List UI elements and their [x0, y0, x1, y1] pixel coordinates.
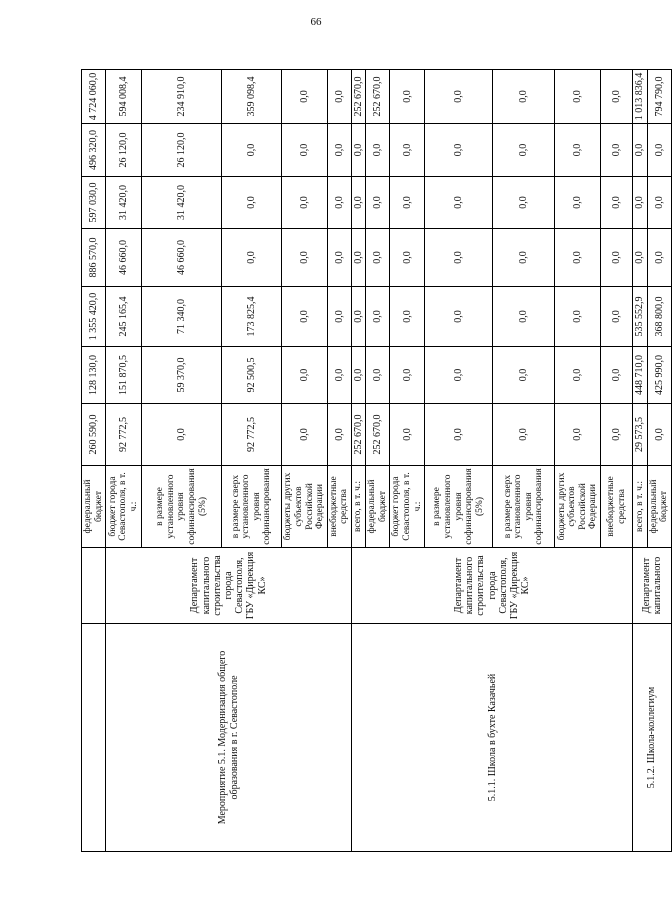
value-cell: 0,0: [493, 347, 555, 404]
value-cell: 0,0: [425, 70, 493, 124]
value-cell: 0,0: [647, 124, 671, 177]
value-cell: 0,0: [425, 177, 493, 229]
value-cell: 0,0: [366, 124, 390, 177]
value-cell: 594 008,4: [106, 70, 142, 124]
source-cell: в размере сверх установленного уровня софинансирования: [493, 466, 555, 548]
value-cell: 252 670,0: [352, 70, 366, 124]
value-cell: 0,0: [390, 229, 425, 287]
source-cell: в размере установленного уровня софинансирования (5%): [425, 466, 493, 548]
value-cell: 252 670,0: [366, 404, 390, 466]
source-cell: внебюджетные средства: [327, 466, 351, 548]
value-cell: 0,0: [425, 287, 493, 347]
value-cell: 0,0: [555, 124, 601, 177]
executor-cell: Департамент капитального строительства города Севастополя, ГБУ «Дирекция КС»: [106, 548, 352, 624]
value-cell: 1 355 420,0: [82, 287, 106, 347]
value-cell: 0,0: [327, 347, 351, 404]
table-row: [352, 70, 366, 852]
value-cell: 0,0: [327, 124, 351, 177]
value-cell: 0,0: [647, 177, 671, 229]
value-cell: 234 910,0: [142, 70, 222, 124]
value-cell: 0,0: [633, 229, 647, 287]
value-cell: 31 420,0: [142, 177, 222, 229]
value-cell: 0,0: [352, 229, 366, 287]
value-cell: 0,0: [493, 177, 555, 229]
value-cell: 0,0: [601, 347, 633, 404]
rotated-table-wrapper: [81, 70, 670, 852]
table-body: [82, 70, 672, 852]
value-cell: 0,0: [366, 287, 390, 347]
value-cell: 368 800,0: [647, 287, 671, 347]
source-cell: бюджет города Севастополя, в т. ч.:: [106, 466, 142, 548]
value-cell: 0,0: [425, 124, 493, 177]
row-label-cell: [82, 624, 106, 852]
value-cell: 0,0: [390, 347, 425, 404]
value-cell: 4 724 060,0: [82, 70, 106, 124]
value-cell: 0,0: [282, 404, 328, 466]
source-cell: бюджеты других субъектов Российской Федерации: [555, 466, 601, 548]
value-cell: 0,0: [647, 404, 671, 466]
value-cell: 0,0: [601, 229, 633, 287]
value-cell: 0,0: [390, 404, 425, 466]
value-cell: 46 660,0: [142, 229, 222, 287]
value-cell: 0,0: [555, 404, 601, 466]
value-cell: 0,0: [366, 229, 390, 287]
value-cell: 0,0: [493, 229, 555, 287]
row-label-cell: 5.1.1. Школа в бухте Казачьей: [352, 624, 633, 852]
value-cell: 252 670,0: [352, 404, 366, 466]
value-cell: 535 552,9: [633, 287, 647, 347]
source-cell: всего, в т. ч.:: [633, 466, 647, 548]
value-cell: 496 320,0: [82, 124, 106, 177]
value-cell: 0,0: [366, 347, 390, 404]
value-cell: 252 670,0: [366, 70, 390, 124]
value-cell: 0,0: [282, 177, 328, 229]
value-cell: 0,0: [601, 70, 633, 124]
value-cell: 0,0: [425, 347, 493, 404]
value-cell: 0,0: [352, 177, 366, 229]
table-row: [82, 70, 106, 852]
value-cell: 173 825,4: [222, 287, 282, 347]
value-cell: 0,0: [327, 70, 351, 124]
value-cell: 0,0: [282, 287, 328, 347]
value-cell: 0,0: [282, 229, 328, 287]
value-cell: 128 130,0: [82, 347, 106, 404]
value-cell: 0,0: [390, 177, 425, 229]
value-cell: 260 590,0: [82, 404, 106, 466]
value-cell: 59 370,0: [142, 347, 222, 404]
value-cell: 0,0: [327, 287, 351, 347]
value-cell: 1 013 836,4: [633, 70, 647, 124]
value-cell: 0,0: [352, 124, 366, 177]
value-cell: 359 098,4: [222, 70, 282, 124]
value-cell: 0,0: [493, 287, 555, 347]
value-cell: 0,0: [601, 124, 633, 177]
value-cell: 0,0: [390, 124, 425, 177]
value-cell: 0,0: [327, 404, 351, 466]
table-row: [633, 70, 647, 852]
value-cell: 0,0: [390, 287, 425, 347]
source-cell: бюджет города Севастополя, в т. ч.:: [390, 466, 425, 548]
value-cell: 597 030,0: [82, 177, 106, 229]
value-cell: 0,0: [282, 70, 328, 124]
value-cell: 886 570,0: [82, 229, 106, 287]
value-cell: 0,0: [633, 124, 647, 177]
value-cell: 245 165,4: [106, 287, 142, 347]
source-cell: федеральный бюджет: [82, 466, 106, 548]
value-cell: 92 500,5: [222, 347, 282, 404]
value-cell: 0,0: [633, 177, 647, 229]
source-cell: федеральный бюджет: [647, 466, 671, 548]
row-label-cell: Мероприятие 5.1. Модернизация общего образования в г. Севастополе: [106, 624, 352, 852]
value-cell: 0,0: [425, 404, 493, 466]
value-cell: 0,0: [555, 347, 601, 404]
value-cell: 0,0: [555, 70, 601, 124]
value-cell: 0,0: [142, 404, 222, 466]
value-cell: 0,0: [493, 124, 555, 177]
value-cell: 425 990,0: [647, 347, 671, 404]
source-cell: всего, в т. ч.:: [352, 466, 366, 548]
value-cell: 46 660,0: [106, 229, 142, 287]
value-cell: 794 790,0: [647, 70, 671, 124]
executor-cell: Департамент капитального строительства города Севастополя, ГБУ «Дирекция КС»: [352, 548, 633, 624]
executor-cell: [82, 548, 106, 624]
value-cell: 71 340,0: [142, 287, 222, 347]
value-cell: 0,0: [327, 177, 351, 229]
row-label-cell: 5.1.2. Школа-коллегиум: [633, 624, 671, 852]
source-cell: в размере сверх установленного уровня софинансирования: [222, 466, 282, 548]
value-cell: 0,0: [493, 404, 555, 466]
value-cell: 0,0: [601, 177, 633, 229]
value-cell: 0,0: [222, 229, 282, 287]
value-cell: 0,0: [601, 287, 633, 347]
value-cell: 26 120,0: [142, 124, 222, 177]
value-cell: 0,0: [425, 229, 493, 287]
value-cell: 0,0: [555, 229, 601, 287]
value-cell: 0,0: [366, 177, 390, 229]
value-cell: 92 772,5: [106, 404, 142, 466]
source-cell: бюджеты других субъектов Российской Федерации: [282, 466, 328, 548]
page-number: 66: [310, 16, 322, 28]
value-cell: 0,0: [555, 177, 601, 229]
budget-table: [81, 69, 672, 852]
executor-cell: Департамент капитального: [633, 548, 671, 624]
value-cell: 0,0: [282, 124, 328, 177]
source-cell: федеральный бюджет: [366, 466, 390, 548]
value-cell: 31 420,0: [106, 177, 142, 229]
value-cell: 0,0: [601, 404, 633, 466]
value-cell: 0,0: [222, 124, 282, 177]
source-cell: внебюджетные средства: [601, 466, 633, 548]
value-cell: 0,0: [282, 347, 328, 404]
value-cell: 0,0: [555, 287, 601, 347]
value-cell: 92 772,5: [222, 404, 282, 466]
value-cell: 0,0: [352, 287, 366, 347]
value-cell: 0,0: [327, 229, 351, 287]
value-cell: 0,0: [647, 229, 671, 287]
table-row: [106, 70, 142, 852]
value-cell: 0,0: [222, 177, 282, 229]
value-cell: 0,0: [493, 70, 555, 124]
value-cell: 29 573,5: [633, 404, 647, 466]
value-cell: 0,0: [352, 347, 366, 404]
value-cell: 151 870,5: [106, 347, 142, 404]
source-cell: в размере установленного уровня софинансирования (5%): [142, 466, 222, 548]
value-cell: 0,0: [390, 70, 425, 124]
value-cell: 448 710,0: [633, 347, 647, 404]
value-cell: 26 120,0: [106, 124, 142, 177]
